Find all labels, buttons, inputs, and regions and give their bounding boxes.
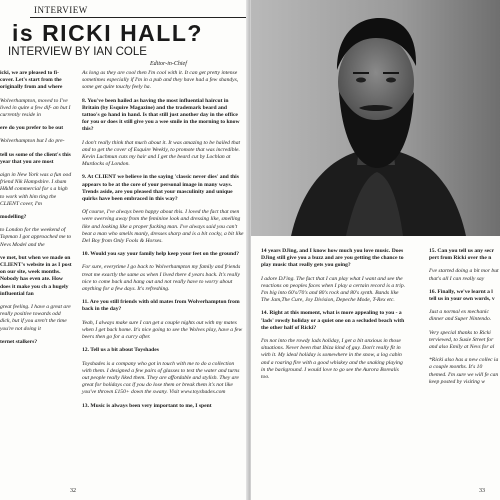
article-title: is RICKI HALL? <box>12 20 203 46</box>
interview-answer: I adore DJ'ing. The fact that I can play what I want and see the reactions on peoples faces when I play a certain record is a trip. I'm big into 60's/70's and 80's rock and 80's synth. Bands like The Jam,The Cure, Joy Division, Depeche Mode, T-Rex etc. <box>261 275 406 304</box>
right-page <box>251 0 500 500</box>
interview-question: 14 years DJing, and I know how much you love music. Does DJing still give you a buzz and are you getting the chance to play music that really gets you going? <box>261 248 404 269</box>
interview-answer: great feeling. I have a great are really positive towards odd dick, but if you aren't the time you're not doing it <box>0 304 71 332</box>
column-a <box>0 70 72 352</box>
interview-answer: to London for the weekend of Topman I got approached me to Nevs Model and the <box>0 227 72 248</box>
column-c <box>261 248 406 387</box>
interview-question: 10. Would you say your family help keep your feet on the ground? <box>82 251 240 258</box>
interview-question: tell us some of the client's this year that you are most <box>0 151 71 165</box>
byline: INTERVIEW BY IAN COLE <box>8 46 147 58</box>
interview-answer: As long as they are cool then I'm cool with it. It can get pretty intense sometimes especially if I'm in a pub and they have had a few shandys, some get quite touchy feely ha. <box>82 70 239 91</box>
page-number-left: 32 <box>70 488 76 494</box>
interview-answer: Just a normal ex mechanic dinner and Super Nintendo. <box>429 309 492 323</box>
interview-answer: I'm not into the rowdy lads holiday, I get a bit anxious in those situations. Never been that Ibiza kind of guy. Don't really fit in with it. My ideal holiday is somewhere in the snow, a log cabin and a roaring fire with a good whiskey and the snaking playing in the background. I would love to go see the Aurora Borealis too. <box>261 338 403 381</box>
interview-question: ere do you prefer to be out <box>0 125 64 132</box>
interview-answer: I don't really think that much about it. It was amazing to be hailed that and to get the cover of Esquire Weekly, to promote that was incredible. Kevin Luchmun cuts my hair and I get the beard cut by Lochlan at Murdocks of London. <box>82 139 241 168</box>
section-tag: INTERVIEW <box>30 3 249 18</box>
interview-answer: I've started doing a bit mor but that's all I can really say <box>429 268 499 282</box>
column-d <box>429 248 500 392</box>
portrait-photo <box>251 0 500 236</box>
interview-answer: Wolverhampton but I do pre- <box>0 138 65 145</box>
interview-answer: Wolverhampton, moved to I've lived in quite a few dif- an but I currently reside in <box>0 97 71 119</box>
column-b <box>82 70 244 416</box>
interview-question: modelling? <box>0 214 27 221</box>
interview-question: 15. Can you tell us any secr pert from Ricki over the n <box>429 248 495 262</box>
interview-question: 16. Finally, we've learnt a l tell us in your own words, v <box>429 288 495 303</box>
interview-question: 11. Are you still friends with old mates from Wolverhampton from back in the day? <box>82 299 240 313</box>
editor-credit: Editor-in-Chief <box>150 61 187 67</box>
interview-question: ve met, but when we made on CLIENT's website in as I post on our site, week months. Nobody has even ate. How does it make you ch a hugely influential fan <box>0 254 72 297</box>
interview-answer: Of course, I've always been happy about this. I loved the fact that men were swerving away from the feminine look and dressing like, smelling like and looking like a proper fucking man. I've always said you can't beat a man who smells manly, dresses sharp and is a bit cocky, a bit like Del Boy from Only Fools & Horses. <box>82 209 244 245</box>
interview-question: 8. You've been hailed as having the most influential haircut in Britain (by Esquire Magazine) and the trademark beard and tattoo's go hand in hand. Is that still just another day in the office for you or does it still give you a wee smile in the morning to know this? <box>82 97 240 133</box>
interview-answer: Yeah, I always make sure I can get a couple nights out with my mates when I get back home. It's nice going to see the Wolves play, have a few beers then go for a curry after. <box>82 319 243 341</box>
interview-answer: aign in New York was a fun ood friend Nik Hampshire. I sham H&M commercial for s a high to work with him ting the CLIENT cover, I'm <box>0 172 72 207</box>
interview-answer: Toyshades is a company who got in touch with me to do a collection with them. I designed a few pairs of glasses to test the water and turns out people really liked them. They are affordable and stylish. They are great for holidays coz if you do lose them or break them it's not like you've thrown £150+ down the swany. Visit www.toyshades.com <box>82 360 240 396</box>
interview-question: ternet stalkers? <box>0 338 38 345</box>
interview-question: 13. Music is always been very important to me, I spent <box>82 402 212 409</box>
interview-question: 12. Tell us a bit about Toyshades <box>82 347 159 354</box>
interview-answer: *Ricki also has a new collec ia a couple months. It's 10 themed. I'm sure we will fe can keep posted by visiting w <box>429 357 499 385</box>
interview-answer: Very special thanks to Ricki terviewed, to Susie Street for and also Emily at Nevs for al <box>429 329 495 351</box>
interview-answer: For sure, everytime I go back to Wolverhampton my family and friends treat me exactly the same as when I lived there 4 years back. It's really nice to come back and hang out and not really have to worry about anything for a few days. It's refreshing. <box>82 264 241 293</box>
left-page <box>0 0 249 500</box>
interview-question: icki, we are pleased to fi- cover. Let's start from the originally from and where <box>0 70 63 91</box>
page-number-right: 33 <box>479 488 485 494</box>
interview-question: 9. At CLIENT we believe in the saying 'classic never dies' and this appears to be at the core of your personal image in many ways. Trends aside, are you pleased that your masculinity and unique quirks have been embraced in this way? <box>82 174 239 203</box>
interview-question: 14. Right at this moment, what is more appealing to you - a 'lads' rowdy holiday or a quiet one on a secluded beach with the other half of Ricki? <box>261 310 405 331</box>
